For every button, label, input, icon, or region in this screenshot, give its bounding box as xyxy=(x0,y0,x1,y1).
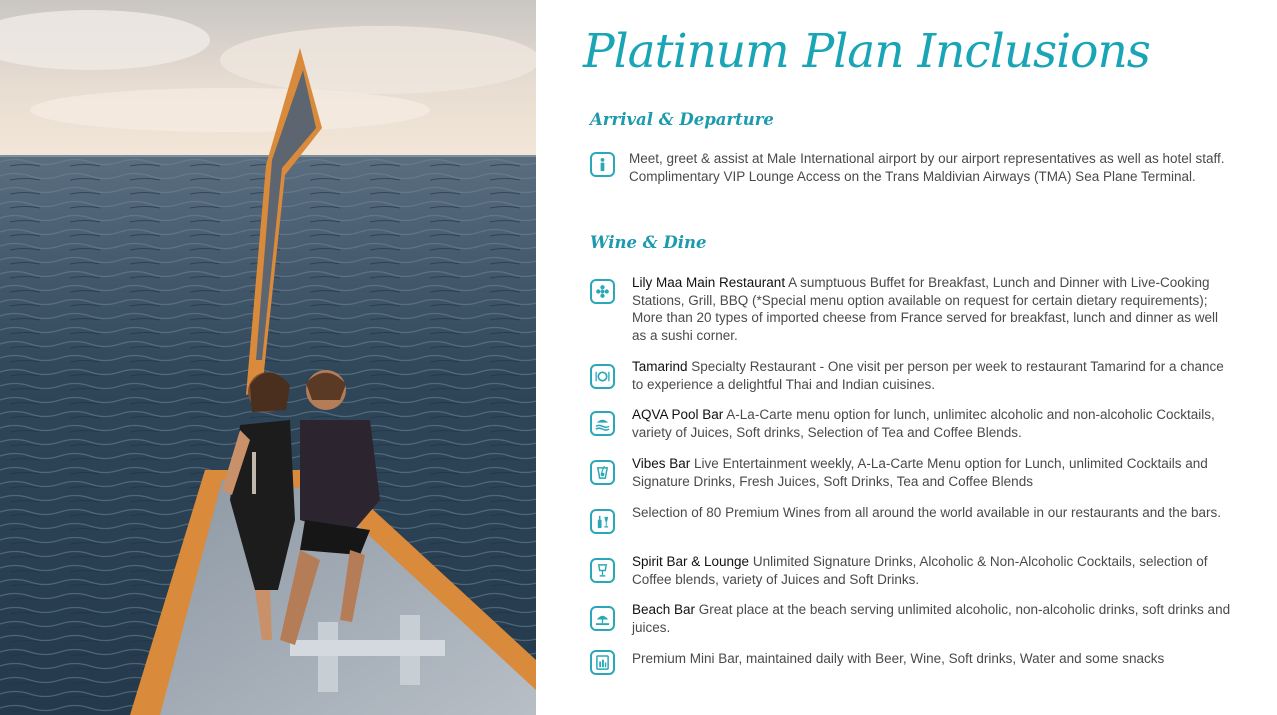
page-title: Platinum Plan Inclusions xyxy=(583,24,1150,79)
item-description: Specialty Restaurant - One visit per person per week to restaurant Tamarind for a chance to experience a delightful Thai and Indian cuisines. xyxy=(632,359,1224,392)
section-heading-wine-dine: Wine & Dine xyxy=(590,233,707,252)
person-info-icon xyxy=(590,152,615,177)
flower-icon xyxy=(590,279,615,304)
item-name: Lily Maa Main Restaurant xyxy=(632,275,786,290)
item-text xyxy=(632,504,1232,522)
item-description: Selection of 80 Premium Wines from all around the world available in our restaurants and the bars. xyxy=(632,505,1222,520)
plate-cutlery-icon xyxy=(590,364,615,389)
wine-bottle-icon xyxy=(590,509,615,534)
couple-on-boat-image xyxy=(0,0,536,715)
drink-glass-icon xyxy=(590,460,615,485)
cocktail-icon xyxy=(590,558,615,583)
item-text xyxy=(632,406,1232,441)
item-description: A sumptuous Buffet for Breakfast, Lunch and Dinner with Live-Cooking Stations, Grill, BBQ (*Special menu option available on request for certain dietary requirements); More than 20 types of imported cheese from France served for breakfast, lunch and dinner as well as a sushi corner. xyxy=(632,275,1219,343)
beach-icon xyxy=(590,606,615,631)
section-heading-arrival: Arrival & Departure xyxy=(590,110,774,129)
item-text xyxy=(632,358,1232,393)
item-text xyxy=(632,553,1232,588)
item-name: Beach Bar xyxy=(632,602,696,617)
item-text xyxy=(632,274,1232,344)
minibar-icon xyxy=(590,650,615,675)
item-name: AQVA Pool Bar xyxy=(632,407,724,422)
inclusions-panel xyxy=(583,0,1253,715)
item-name: Tamarind xyxy=(632,359,688,374)
item-text xyxy=(632,650,1232,668)
item-text xyxy=(632,601,1232,636)
item-name: Spirit Bar & Lounge xyxy=(632,554,750,569)
item-description: A-La-Carte menu option for lunch, unlimitec alcoholic and non-alcoholic Cocktails, variety of Juices, Soft drinks, Selection of Tea and Coffee Blends. xyxy=(632,407,1215,440)
item-text xyxy=(629,150,1229,185)
item-description: Meet, greet & assist at Male International airport by our airport representatives as well as hotel staff. Complimentary VIP Lounge Access on the Trans Maldivian Airways (TMA) Sea Plane Terminal. xyxy=(629,151,1225,184)
item-text xyxy=(632,455,1232,490)
pool-bar-icon xyxy=(590,411,615,436)
item-description: Unlimited Signature Drinks, Alcoholic & Non-Alcoholic Cocktails, selection of Coffee blends, variety of Juices and Soft Drinks. xyxy=(632,554,1208,587)
item-description: Live Entertainment weekly, A-La-Carte Menu option for Lunch, unlimited Cocktails and Signature Drinks, Fresh Juices, Soft Drinks, Tea and Coffee Blends xyxy=(632,456,1208,489)
item-description: Great place at the beach serving unlimited alcoholic, non-alcoholic drinks, soft drinks and juices. xyxy=(632,602,1231,635)
item-description: Premium Mini Bar, maintained daily with Beer, Wine, Soft drinks, Water and some snacks xyxy=(632,651,1165,666)
item-name: Vibes Bar xyxy=(632,456,691,471)
hero-photo xyxy=(0,0,536,715)
